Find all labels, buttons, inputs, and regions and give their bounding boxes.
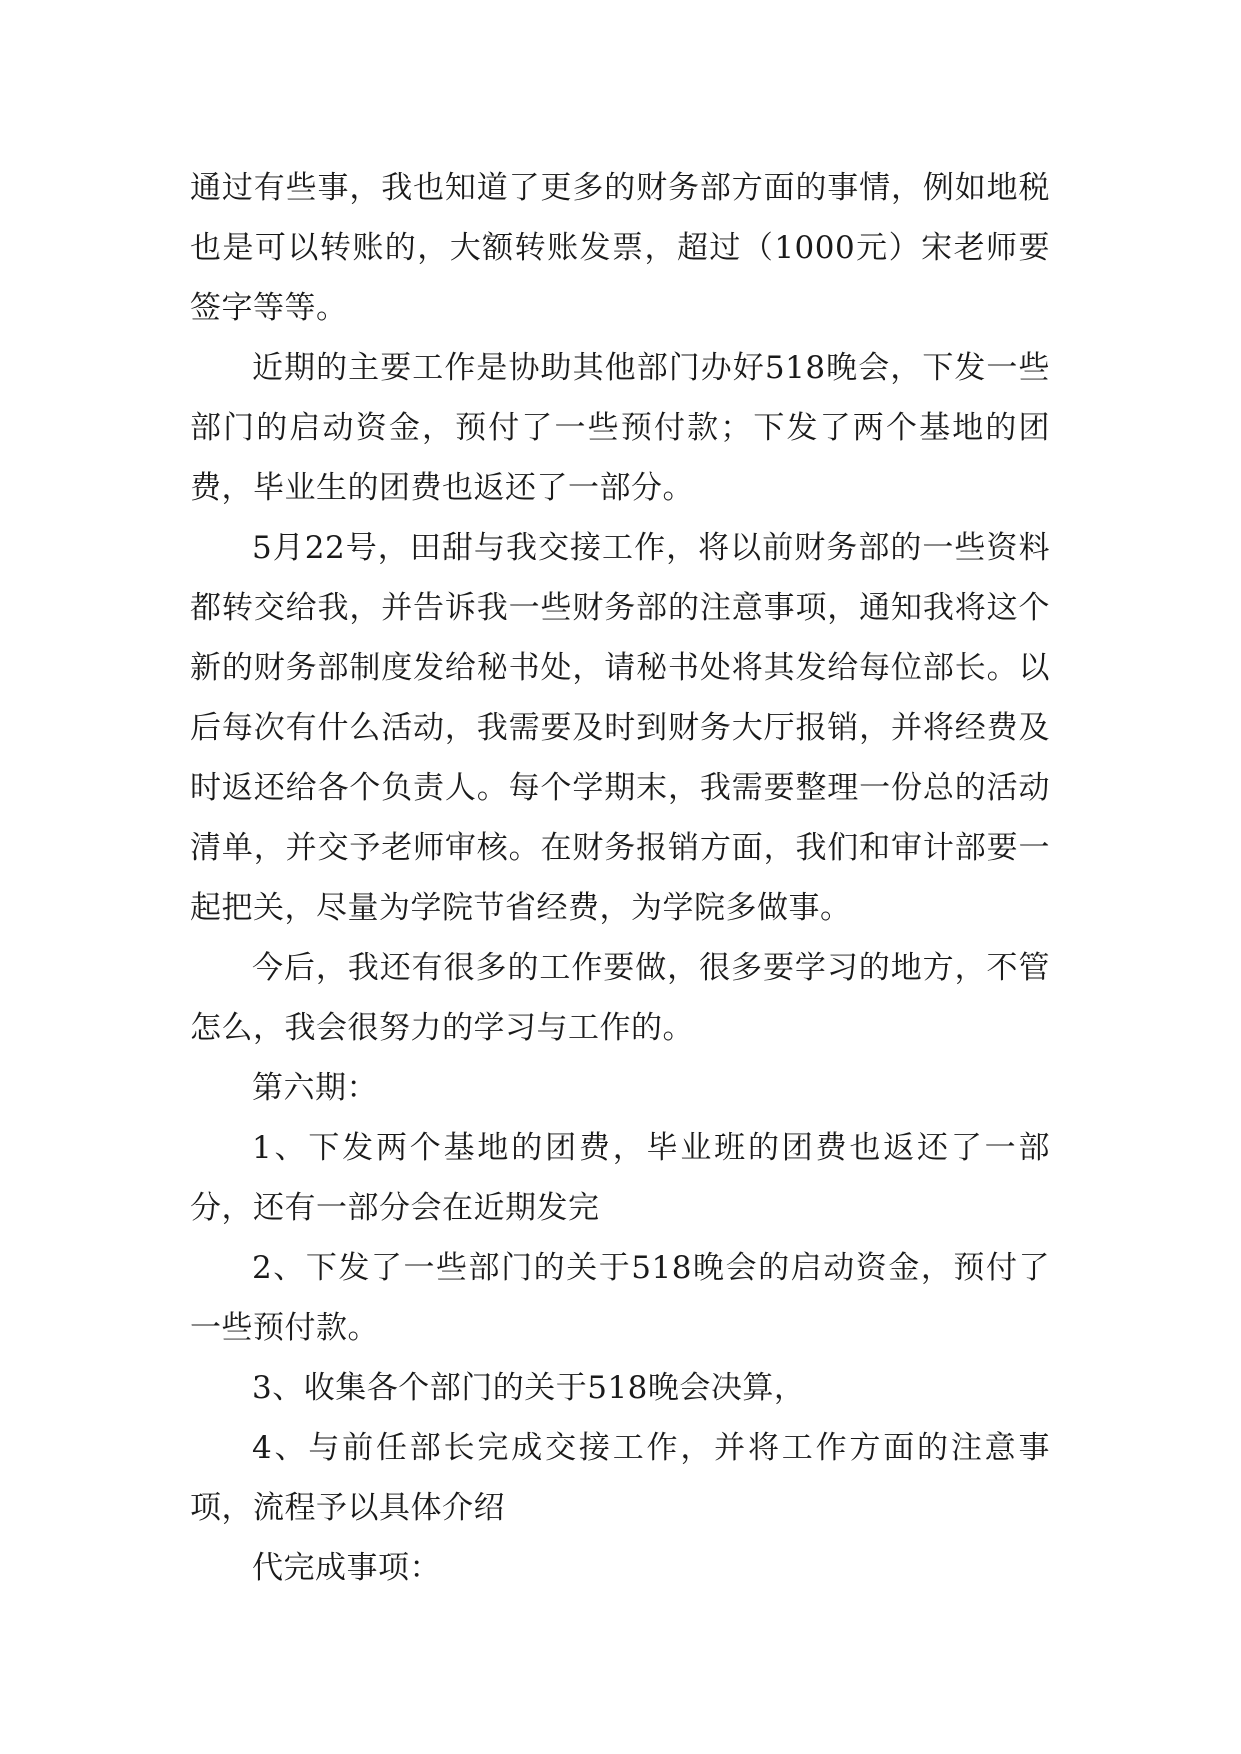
list-item-3: 3、收集各个部门的关于518晚会决算， xyxy=(252,1370,806,1406)
document-body xyxy=(190,158,1050,1598)
list-item-2: 2、下发了一些部门的关于518晚会的启动资金，预付了一些预付款。 xyxy=(190,1250,1050,1346)
paragraph-handover: 5月22号，田甜与我交接工作，将以前财务部的一些资料都转交给我，并告诉我一些财务部的注意事项，通知我将这个新的财务部制度发给秘书处，请秘书处将其发给每位部长。以后每次有什么活动，我需要及时到财务大厅报销，并将经费及时返还给各个负责人。每个学期末，我需要整理一份总的活动清单，并交予老师审核。在财务报销方面，我们和审计部要一起把关，尽量为学院节省经费，为学院多做事。 xyxy=(190,530,1050,926)
paragraph-recent-work: 近期的主要工作是协助其他部门办好518晚会，下发一些部门的启动资金，预付了一些预付款；下发了两个基地的团费，毕业生的团费也返还了一部分。 xyxy=(190,350,1050,506)
paragraph-finance-notes: 通过有些事，我也知道了更多的财务部方面的事情，例如地税也是可以转账的，大额转账发票，超过（1000元）宋老师要签字等等。 xyxy=(190,170,1050,326)
section-heading-sixth-issue: 第六期： xyxy=(252,1070,378,1106)
section-heading-pending-items: 代完成事项： xyxy=(252,1550,441,1586)
list-item-1: 1、下发两个基地的团费，毕业班的团费也返还了一部分，还有一部分会在近期发完 xyxy=(190,1130,1050,1226)
paragraph-future: 今后，我还有很多的工作要做，很多要学习的地方，不管怎么，我会很努力的学习与工作的。 xyxy=(190,950,1050,1046)
list-item-4: 4、与前任部长完成交接工作，并将工作方面的注意事项，流程予以具体介绍 xyxy=(190,1430,1050,1526)
